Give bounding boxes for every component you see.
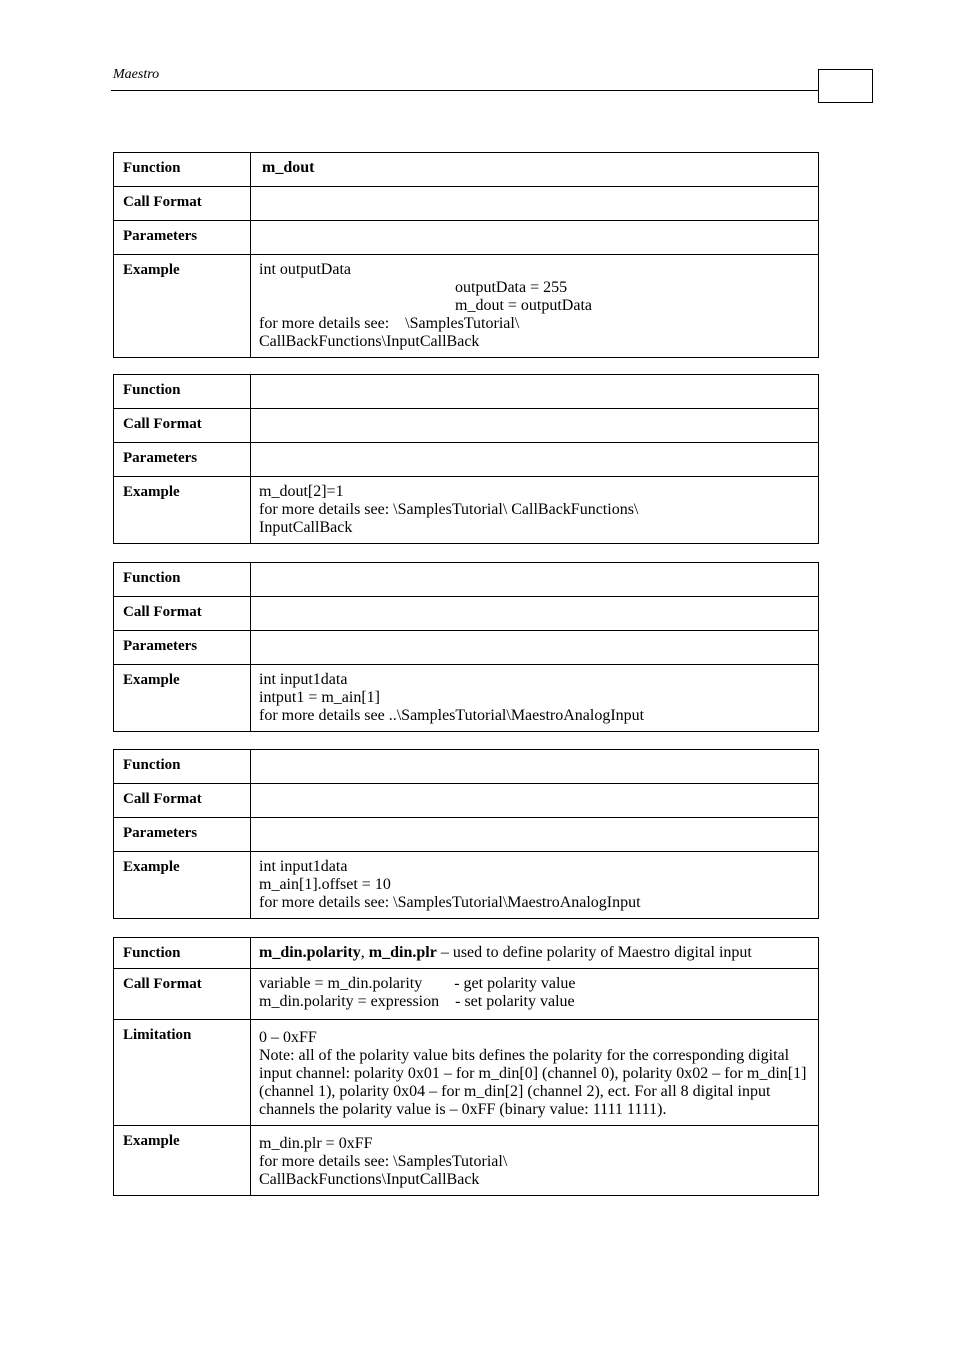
example-value <box>251 1126 819 1196</box>
parameters-row <box>114 631 819 665</box>
limitation-row <box>114 1020 819 1126</box>
call-format-label: Call Format <box>114 597 251 631</box>
example-label: Example <box>114 477 251 544</box>
parameters-value <box>251 818 819 852</box>
page-number-box <box>818 69 873 103</box>
function-row <box>114 750 819 784</box>
function-table-m-dout <box>113 152 819 358</box>
function-row <box>114 563 819 597</box>
call-format-row <box>114 409 819 443</box>
example-line: for more details see: \SamplesTutorial\ CallBackFunctions\ <box>259 501 639 518</box>
call-format-label: Call Format <box>114 969 251 1020</box>
example-line: intput1 = m_ain[1] <box>259 689 381 706</box>
example-label: Example <box>114 852 251 919</box>
function-label: Function <box>114 563 251 597</box>
example-line: for more details see ..\SamplesTutorial\MaestroAnalogInput <box>259 707 645 724</box>
example-line: CallBackFunctions\InputCallBack <box>259 333 480 350</box>
parameters-label: Parameters <box>114 631 251 665</box>
function-value <box>251 938 819 969</box>
function-value <box>251 563 819 597</box>
call-format-line: variable = m_din.polarity - get polarity value <box>259 975 576 992</box>
call-format-value <box>251 784 819 818</box>
example-line: outputData = 255 <box>455 279 568 296</box>
call-format-label: Call Format <box>114 409 251 443</box>
limitation-value <box>251 1020 819 1126</box>
call-format-value <box>251 969 819 1020</box>
example-line: int outputData <box>259 261 351 278</box>
example-line: m_ain[1].offset = 10 <box>259 876 391 893</box>
call-format-value <box>251 187 819 221</box>
example-line: int input1data <box>259 671 348 688</box>
function-table-2 <box>113 374 819 544</box>
call-format-row <box>114 597 819 631</box>
function-value <box>251 153 819 187</box>
function-alias: m_din.plr <box>368 944 437 961</box>
example-line: m_dout[2]=1 <box>259 483 344 500</box>
example-label: Example <box>114 665 251 732</box>
header-rule <box>111 90 818 91</box>
function-label: Function <box>114 938 251 969</box>
parameters-value <box>251 631 819 665</box>
parameters-value <box>251 443 819 477</box>
call-format-label: Call Format <box>114 784 251 818</box>
function-row <box>114 938 819 969</box>
function-label: Function <box>114 153 251 187</box>
parameters-value <box>251 221 819 255</box>
example-label: Example <box>114 1126 251 1196</box>
function-description: – used to define polarity of Maestro digital input <box>436 944 752 961</box>
function-label: Function <box>114 375 251 409</box>
function-row <box>114 375 819 409</box>
example-line: for more details see: \SamplesTutorial\ <box>259 315 520 332</box>
call-format-line: m_din.polarity = expression - set polarity value <box>259 993 575 1010</box>
parameters-label: Parameters <box>114 818 251 852</box>
function-value <box>251 375 819 409</box>
function-table-m-din-polarity <box>113 937 819 1196</box>
parameters-row <box>114 443 819 477</box>
function-table-4 <box>113 749 819 919</box>
example-line: m_din.plr = 0xFF <box>259 1135 373 1152</box>
example-label: Example <box>114 255 251 358</box>
example-value <box>251 255 819 358</box>
example-value <box>251 852 819 919</box>
function-table-3 <box>113 562 819 732</box>
parameters-label: Parameters <box>114 443 251 477</box>
example-line: for more details see: \SamplesTutorial\MaestroAnalogInput <box>259 894 641 911</box>
function-name: m_dout <box>262 159 315 176</box>
limitation-range: 0 – 0xFF <box>259 1029 317 1046</box>
example-line: m_dout = outputData <box>455 297 593 314</box>
running-header-title: Maestro <box>113 67 160 82</box>
call-format-row <box>114 187 819 221</box>
limitation-note: Note: all of the polarity value bits defines the polarity for the corresponding digital input channel: polarity 0x01 – for m_din[0] (channel 0), polarity 0x02 – for m_din[1] (channel 1), polarity 0x04 – for m_din[2] (channel 2), ect. For all 8 digital input channels the polarity value is – 0xFF (binary value: 1111 1111). <box>259 1047 807 1118</box>
parameters-row <box>114 818 819 852</box>
function-row <box>114 153 819 187</box>
call-format-row <box>114 969 819 1020</box>
call-format-row <box>114 784 819 818</box>
call-format-label: Call Format <box>114 187 251 221</box>
limitation-label: Limitation <box>114 1020 251 1126</box>
parameters-label: Parameters <box>114 221 251 255</box>
call-format-value <box>251 597 819 631</box>
example-line: InputCallBack <box>259 519 353 536</box>
example-line: CallBackFunctions\InputCallBack <box>259 1171 480 1188</box>
function-name: m_din.polarity <box>259 944 361 961</box>
function-value <box>251 750 819 784</box>
example-row <box>114 477 819 544</box>
example-value <box>251 477 819 544</box>
example-line: for more details see: \SamplesTutorial\ <box>259 1153 508 1170</box>
parameters-row <box>114 221 819 255</box>
example-row <box>114 255 819 358</box>
example-line: int input1data <box>259 858 348 875</box>
example-row <box>114 1126 819 1196</box>
function-separator: , <box>360 944 369 961</box>
example-row <box>114 665 819 732</box>
function-label: Function <box>114 750 251 784</box>
call-format-value <box>251 409 819 443</box>
example-value <box>251 665 819 732</box>
example-row <box>114 852 819 919</box>
